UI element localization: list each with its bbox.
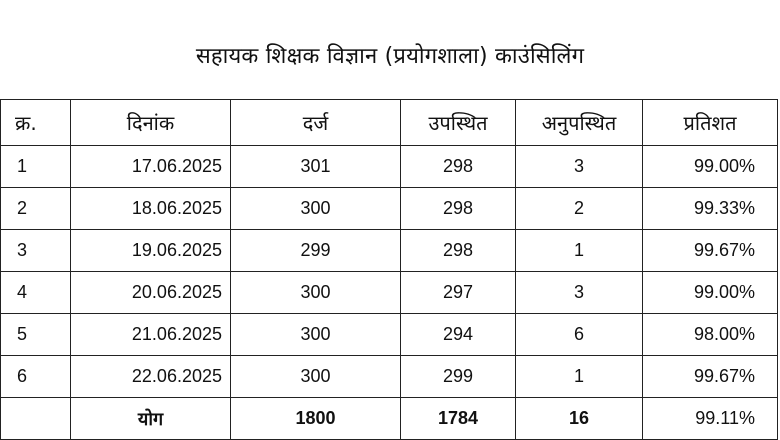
cell-date: 22.06.2025: [71, 356, 231, 398]
counselling-attendance-table: [0, 99, 778, 440]
cell-present: 298: [401, 146, 516, 188]
header-serial: क्र.: [1, 100, 71, 146]
cell-percent: 99.33%: [643, 188, 778, 230]
cell-percent: 99.67%: [643, 356, 778, 398]
cell-serial: 2: [1, 188, 71, 230]
cell-present: 299: [401, 356, 516, 398]
cell-registered: 300: [231, 272, 401, 314]
cell-absent: 1: [516, 356, 643, 398]
header-registered: दर्ज: [231, 100, 401, 146]
cell-registered: 301: [231, 146, 401, 188]
table-row: [1, 356, 778, 398]
header-present: उपस्थित: [401, 100, 516, 146]
cell-serial: 6: [1, 356, 71, 398]
cell-percent: 99.67%: [643, 230, 778, 272]
cell-serial: 3: [1, 230, 71, 272]
cell-present: 298: [401, 188, 516, 230]
total-absent: 16: [516, 398, 643, 440]
table-header-row: [1, 100, 778, 146]
cell-percent: 98.00%: [643, 314, 778, 356]
cell-date: 18.06.2025: [71, 188, 231, 230]
cell-absent: 2: [516, 188, 643, 230]
cell-date: 20.06.2025: [71, 272, 231, 314]
table-total-row: [1, 398, 778, 440]
document-title: सहायक शिक्षक विज्ञान (प्रयोगशाला) काउंसिलिंग: [195, 44, 585, 69]
cell-date: 19.06.2025: [71, 230, 231, 272]
cell-serial: 5: [1, 314, 71, 356]
cell-present: 294: [401, 314, 516, 356]
table-row: [1, 314, 778, 356]
cell-absent: 3: [516, 272, 643, 314]
table-row: [1, 272, 778, 314]
cell-registered: 299: [231, 230, 401, 272]
cell-percent: 99.00%: [643, 272, 778, 314]
table-row: [1, 188, 778, 230]
cell-registered: 300: [231, 314, 401, 356]
cell-date: 17.06.2025: [71, 146, 231, 188]
header-date: दिनांक: [71, 100, 231, 146]
cell-present: 298: [401, 230, 516, 272]
total-serial-cell: [1, 398, 71, 440]
table-row: [1, 230, 778, 272]
cell-absent: 1: [516, 230, 643, 272]
cell-date: 21.06.2025: [71, 314, 231, 356]
header-percent: प्रतिशत: [643, 100, 778, 146]
cell-registered: 300: [231, 356, 401, 398]
cell-percent: 99.00%: [643, 146, 778, 188]
cell-absent: 6: [516, 314, 643, 356]
table-row: [1, 146, 778, 188]
header-absent: अनुपस्थित: [516, 100, 643, 146]
total-label: योग: [71, 398, 231, 440]
total-present: 1784: [401, 398, 516, 440]
cell-serial: 1: [1, 146, 71, 188]
total-registered: 1800: [231, 398, 401, 440]
cell-registered: 300: [231, 188, 401, 230]
cell-absent: 3: [516, 146, 643, 188]
cell-present: 297: [401, 272, 516, 314]
total-percent: 99.11%: [643, 398, 778, 440]
cell-serial: 4: [1, 272, 71, 314]
